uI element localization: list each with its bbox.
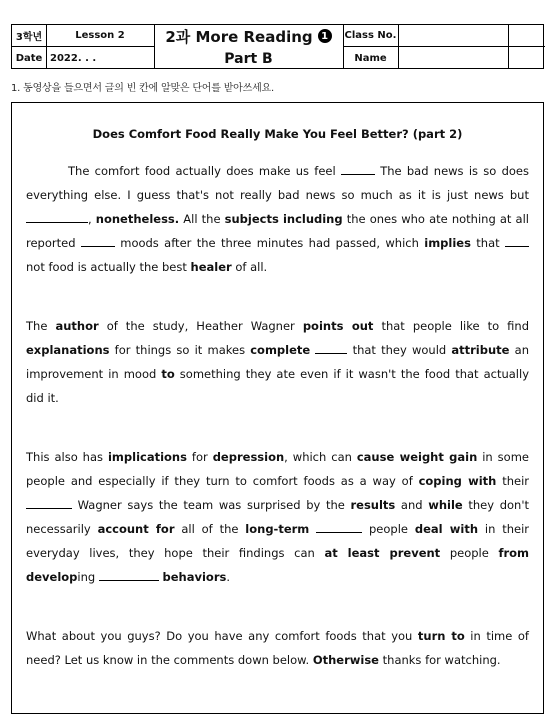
text-span: of the study, Heather Wagner xyxy=(98,319,303,333)
bold-word: points out xyxy=(302,319,374,333)
text-span: , xyxy=(88,212,96,226)
text-span: . xyxy=(226,570,231,584)
text-span: The comfort food actually does make us feel xyxy=(68,164,341,178)
answer-blank[interactable] xyxy=(341,162,375,175)
text-span: moods after the three minutes had passed, which xyxy=(114,236,425,250)
text-span: in time of need? Let us know in the comments down below. xyxy=(26,629,529,667)
name-field[interactable] xyxy=(398,46,508,70)
bold-word: healer xyxy=(190,260,232,274)
bold-word: including xyxy=(282,212,343,226)
text-span: thanks for watching. xyxy=(378,653,501,667)
text-span xyxy=(309,522,316,536)
bold-word: implications xyxy=(107,450,187,464)
text-span: This also has xyxy=(26,450,108,464)
text-span: , which can xyxy=(284,450,357,464)
text-span: The xyxy=(26,319,56,333)
bold-word: coping with xyxy=(418,474,497,488)
bold-word: subjects xyxy=(224,212,279,226)
instruction-text: 1. 동영상을 들으면서 글의 빈 칸에 알맞은 단어를 받아쓰세요. xyxy=(11,83,274,94)
bold-word: attribute xyxy=(451,343,510,357)
text-span: Wagner says the team was surprised by the xyxy=(72,498,351,512)
date-value: 2022. . . xyxy=(50,52,97,64)
document-title: Does Comfort Food Really Make You Feel Better? (part 2) xyxy=(92,127,463,141)
text-span: What about you guys? Do you have any comfort foods that you xyxy=(26,629,418,643)
bold-word: depression xyxy=(212,450,285,464)
bold-word: author xyxy=(55,319,99,333)
bold-word: behaviors xyxy=(162,570,227,584)
class-no-field[interactable] xyxy=(398,25,508,46)
bold-word: while xyxy=(428,498,463,512)
text-span: not food is actually the best xyxy=(26,260,191,274)
text-span: in some people and especially if they turn to comfort foods as a way of xyxy=(26,450,529,488)
page-title xyxy=(154,25,343,47)
text-span: people xyxy=(362,522,415,536)
text-span: for xyxy=(186,450,213,464)
bold-word: explanations xyxy=(26,343,110,357)
part-label xyxy=(154,47,343,70)
text-span: they don't necessarily xyxy=(26,498,529,536)
lesson-label: Lesson 2 xyxy=(75,30,125,41)
paragraph-1 xyxy=(26,159,529,279)
answer-blank[interactable] xyxy=(316,520,362,533)
bold-word: at least prevent xyxy=(324,546,441,560)
text-span: all of the xyxy=(174,522,246,536)
bold-word: deal with xyxy=(414,522,479,536)
text-span: that xyxy=(470,236,506,250)
reading-box xyxy=(11,102,544,714)
number-badge-icon: 1 xyxy=(318,29,332,43)
bold-word: long-term xyxy=(245,522,310,536)
bold-word: cause weight gain xyxy=(356,450,478,464)
answer-blank[interactable] xyxy=(99,568,159,581)
bold-word: to xyxy=(161,367,175,381)
answer-blank[interactable] xyxy=(26,496,72,509)
bold-word: from develop xyxy=(26,546,529,584)
text-span: The bad news is so does everything else. I guess that's not really bad news so much as it is just news but xyxy=(26,164,529,202)
answer-blank[interactable] xyxy=(81,234,115,247)
name-label: Name xyxy=(354,52,387,64)
bold-word: implies xyxy=(424,236,471,250)
bold-word: nonetheless. xyxy=(95,212,180,226)
answer-blank[interactable] xyxy=(505,234,529,247)
text-span: and xyxy=(395,498,429,512)
text-span: people xyxy=(440,546,499,560)
page-title-text: 2과 More Reading xyxy=(165,27,313,46)
bold-word: Otherwise xyxy=(312,653,379,667)
paragraph-4 xyxy=(26,624,529,672)
text-span: an improvement in mood xyxy=(26,343,529,381)
grade-label: 3학년 xyxy=(15,32,43,43)
answer-blank[interactable] xyxy=(315,341,347,354)
answer-blank[interactable] xyxy=(26,210,88,223)
text-span: their xyxy=(496,474,529,488)
paragraph-3 xyxy=(26,445,529,589)
date-label: Date xyxy=(15,52,43,64)
bold-word: turn to xyxy=(417,629,465,643)
text-span: the ones who ate nothing at all reported xyxy=(26,212,529,250)
text-span: something they ate even if it wasn't the food that actually did it. xyxy=(26,367,529,405)
header-table xyxy=(11,24,544,69)
text-span: ing xyxy=(77,570,99,584)
text-span: in their everyday lives, they hope their findings can xyxy=(26,522,530,560)
bold-word: results xyxy=(350,498,396,512)
text-span: that people like to find xyxy=(373,319,530,333)
paragraph-2 xyxy=(26,314,529,410)
bold-word: complete xyxy=(250,343,311,357)
class-no-label: Class No. xyxy=(344,30,397,41)
part-text: Part B xyxy=(224,50,273,67)
text-span: for things so it makes xyxy=(109,343,251,357)
text-span: of all. xyxy=(231,260,268,274)
bold-word: account for xyxy=(97,522,175,536)
text-span: that they would xyxy=(347,343,452,357)
text-span: All the xyxy=(179,212,225,226)
